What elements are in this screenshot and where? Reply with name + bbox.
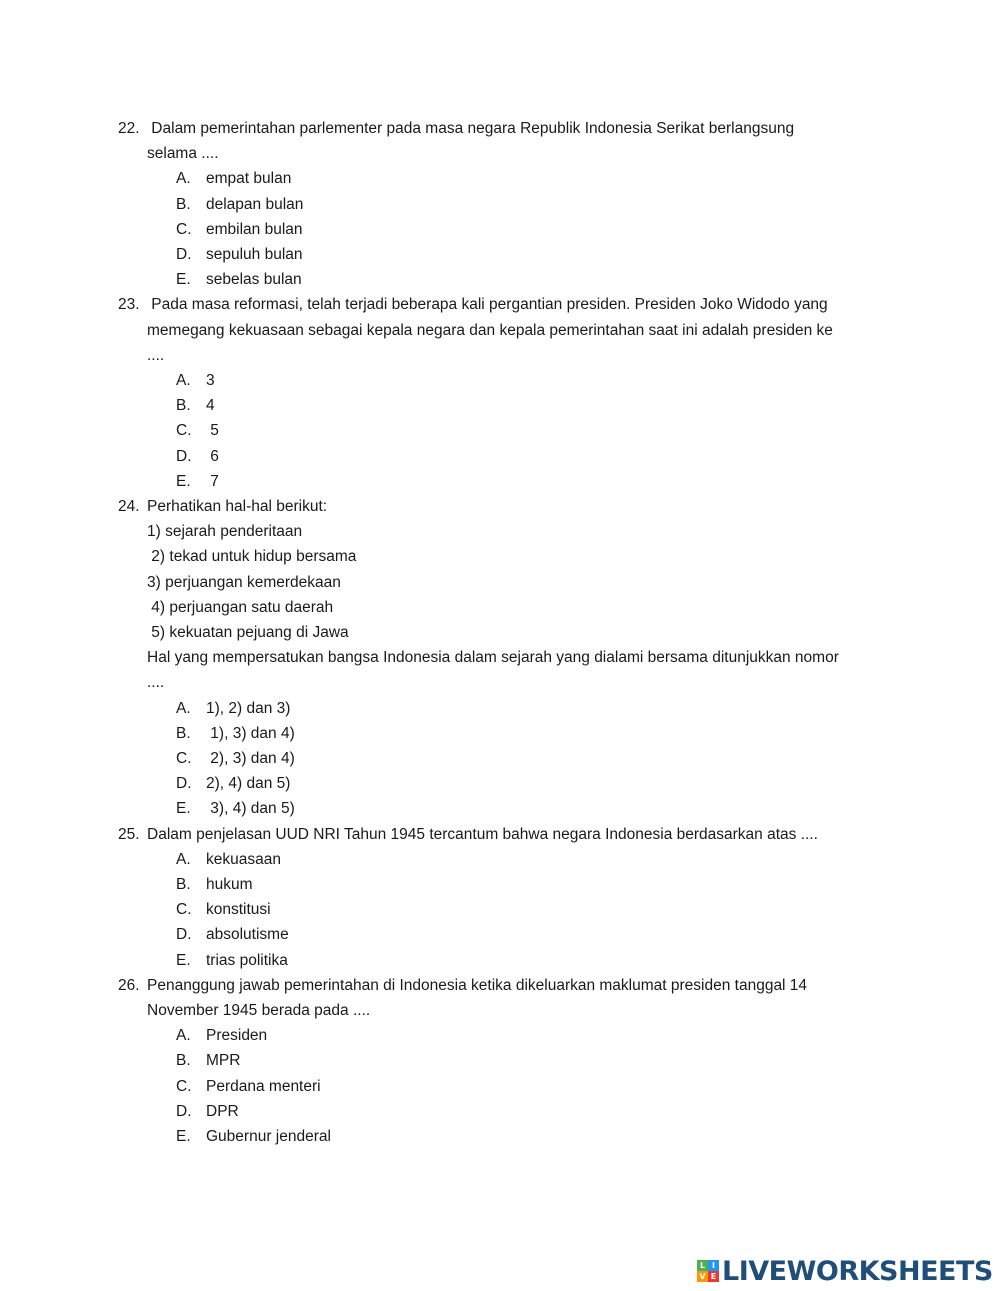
option-letter: E. xyxy=(176,951,191,969)
option-text: MPR xyxy=(206,1052,241,1070)
question-text: 2) tekad untuk hidup bersama xyxy=(147,548,357,566)
question-text: November 1945 berada pada .... xyxy=(147,1002,371,1019)
question-number: 25. xyxy=(118,825,140,843)
option-letter: D. xyxy=(176,447,192,465)
option-letter: B. xyxy=(176,876,191,893)
option-letter: E. xyxy=(176,800,191,818)
option-text: hukum xyxy=(206,876,253,893)
option-text: sepuluh bulan xyxy=(206,246,303,263)
option-letter: B. xyxy=(176,1052,191,1070)
logo-letter: I xyxy=(708,1260,719,1271)
option-text: sebelas bulan xyxy=(206,271,302,289)
option-letter: E. xyxy=(176,472,191,490)
option-letter: A. xyxy=(176,699,191,717)
question-number: 26. xyxy=(118,976,140,994)
question-text: Hal yang mempersatukan bangsa Indonesia dalam sejarah yang dialami bersama ditunjukkan nomor xyxy=(147,649,839,667)
option-letter: C. xyxy=(176,422,192,440)
question-text: .... xyxy=(147,346,165,364)
question-text: Dalam pemerintahan parlementer pada masa negara Republik Indonesia Serikat berlangsung xyxy=(147,120,795,137)
question-text: 4) perjuangan satu daerah xyxy=(147,598,334,616)
option-letter: D. xyxy=(176,926,192,944)
option-text: DPR xyxy=(206,1102,239,1120)
option-text: trias politika xyxy=(206,951,288,969)
option-text: 2), 4) dan 5) xyxy=(206,775,291,793)
option-text: 2), 3) dan 4) xyxy=(206,750,295,767)
logo-letter: V xyxy=(697,1271,708,1282)
option-letter: C. xyxy=(176,1077,192,1095)
option-text: empat bulan xyxy=(206,170,292,188)
option-text: embilan bulan xyxy=(206,220,303,238)
option-letter: E. xyxy=(176,271,191,289)
question-text: 5) kekuatan pejuang di Jawa xyxy=(147,624,349,641)
option-text: Perdana menteri xyxy=(206,1077,321,1095)
question-number: 23. xyxy=(118,296,140,314)
option-letter: D. xyxy=(176,775,192,793)
question-text: selama .... xyxy=(147,145,219,163)
option-letter: A. xyxy=(176,1027,191,1045)
liveworksheets-logo xyxy=(697,1256,993,1286)
option-text: 7 xyxy=(206,472,219,490)
option-letter: B. xyxy=(176,195,191,213)
question-text: Pada masa reformasi, telah terjadi beberapa kali pergantian presiden. Presiden Joko Widodo yang xyxy=(147,296,828,314)
option-letter: C. xyxy=(176,220,192,238)
option-text: Gubernur jenderal xyxy=(206,1128,331,1145)
option-text: 6 xyxy=(206,447,219,465)
option-letter: C. xyxy=(176,750,192,767)
option-text: 5 xyxy=(206,422,219,440)
logo-letter: L xyxy=(697,1260,708,1271)
question-text: 1) sejarah penderitaan xyxy=(147,523,303,541)
question-text: 3) perjuangan kemerdekaan xyxy=(147,573,341,591)
option-text: absolutisme xyxy=(206,926,289,944)
option-letter: A. xyxy=(176,170,191,188)
logo-letter: E xyxy=(708,1271,719,1282)
option-text: 1), 2) dan 3) xyxy=(206,699,291,717)
question-number: 22. xyxy=(118,120,140,137)
option-letter: D. xyxy=(176,246,192,263)
option-letter: B. xyxy=(176,724,191,742)
option-letter: B. xyxy=(176,397,191,415)
option-text: Presiden xyxy=(206,1027,268,1045)
option-text: 1), 3) dan 4) xyxy=(206,724,295,742)
liveworksheets-logo-text: LIVEWORKSHEETS xyxy=(722,1255,993,1287)
question-text: .... xyxy=(147,674,165,692)
option-letter: A. xyxy=(176,372,191,389)
option-letter: A. xyxy=(176,850,191,868)
option-text: 4 xyxy=(206,397,215,415)
question-text: memegang kekuasaan sebagai kepala negara dan kepala pemerintahan saat ini adalah presiden ke xyxy=(147,321,833,339)
option-letter: D. xyxy=(176,1102,192,1120)
question-text: Dalam penjelasan UUD NRI Tahun 1945 tercantum bahwa negara Indonesia berdasarkan atas .... xyxy=(147,825,818,843)
liveworksheets-logo-icon xyxy=(697,1260,719,1282)
question-number: 24. xyxy=(118,498,140,515)
option-text: 3), 4) dan 5) xyxy=(206,800,295,818)
option-text: delapan bulan xyxy=(206,195,304,213)
question-text: Perhatikan hal-hal berikut: xyxy=(147,498,328,515)
option-text: konstitusi xyxy=(206,901,271,919)
question-text: Penanggung jawab pemerintahan di Indonesia ketika dikeluarkan maklumat presiden tanggal 14 xyxy=(147,976,808,994)
option-text: kekuasaan xyxy=(206,850,281,868)
option-letter: C. xyxy=(176,901,192,919)
option-letter: E. xyxy=(176,1128,191,1145)
option-text: 3 xyxy=(206,372,215,389)
